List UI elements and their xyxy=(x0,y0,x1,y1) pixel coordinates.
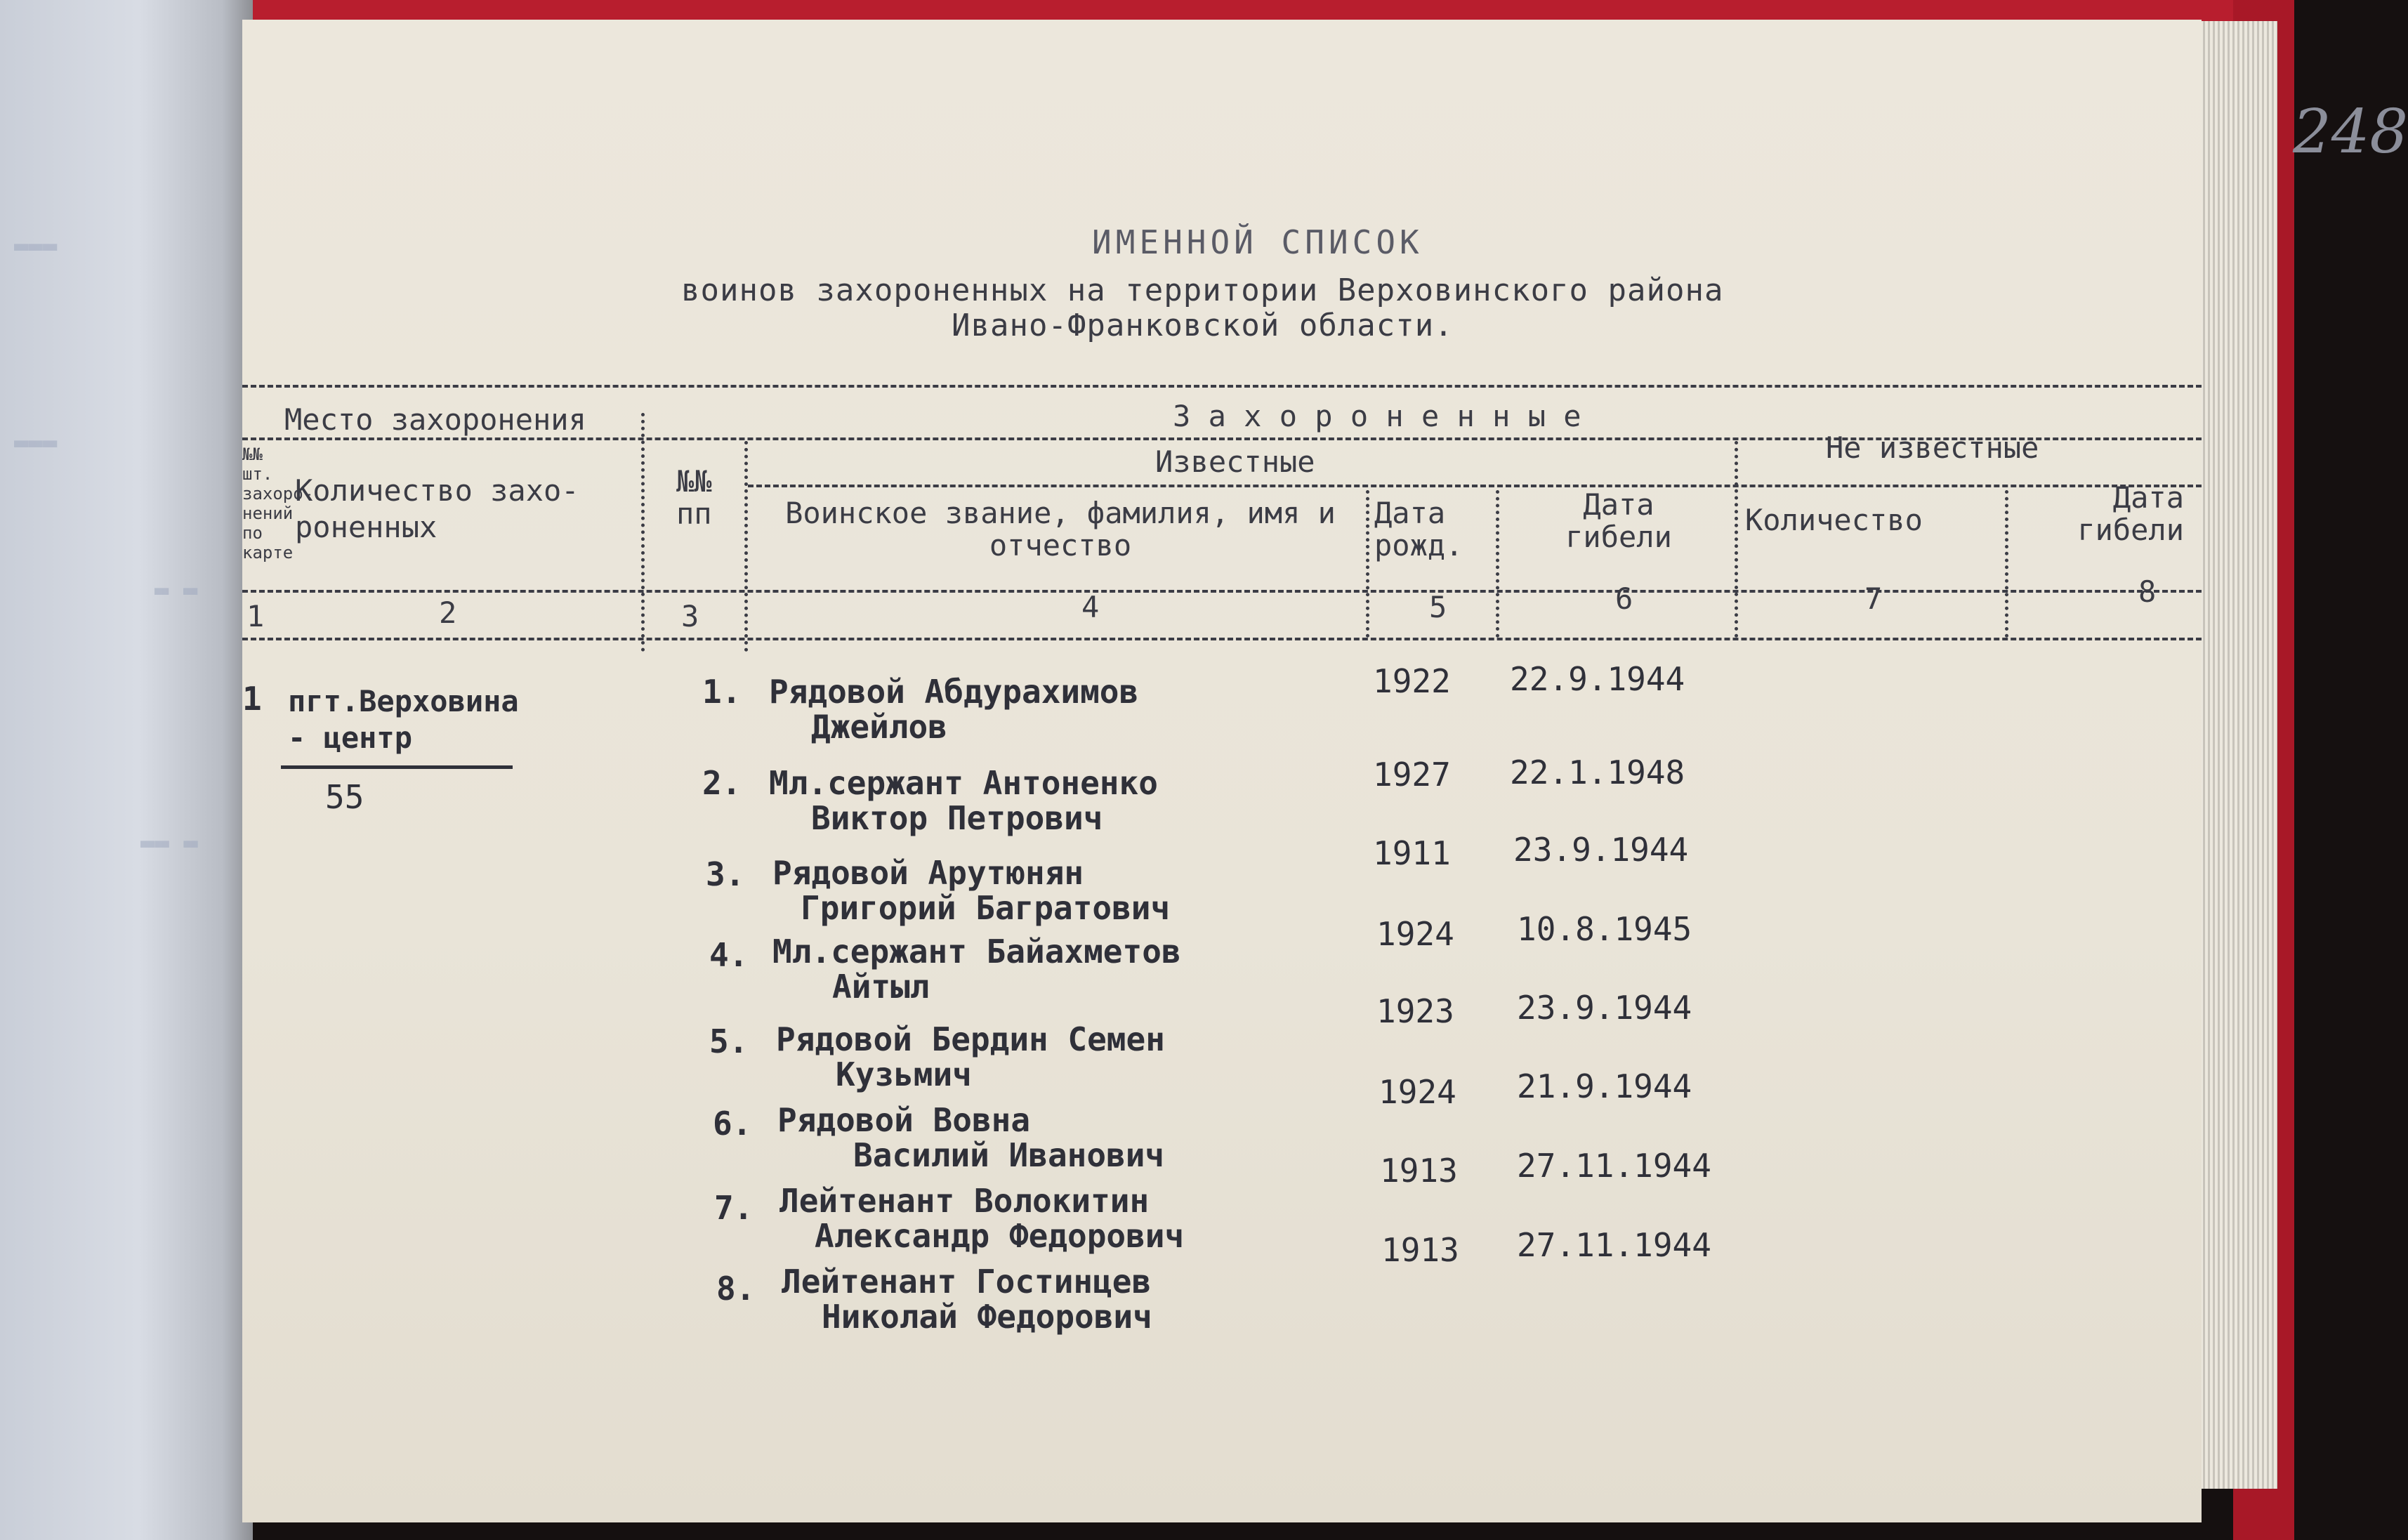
entry-death-date: 23.9.1944 xyxy=(1517,989,1692,1027)
entry-birth-year: 1913 xyxy=(1381,1231,1459,1269)
entry-name-line1: Рядовой Вовна xyxy=(777,1101,1031,1139)
header-unknown: Не известные xyxy=(1826,430,2039,465)
header-rule-5 xyxy=(242,638,2202,640)
entry-name-line1: Рядовой Абдурахимов xyxy=(769,673,1139,711)
entry-number: 3. xyxy=(706,855,745,893)
entry-number: 8. xyxy=(716,1270,756,1308)
entry-birth-year: 1923 xyxy=(1376,992,1454,1030)
entry-number: 2. xyxy=(702,764,742,802)
entry-birth-year: 1927 xyxy=(1373,756,1451,794)
header-burial-place: Место захоронения xyxy=(284,402,586,437)
entry-number: 5. xyxy=(709,1022,749,1060)
burial-place-underline xyxy=(281,765,513,769)
entry-death-date: 21.9.1944 xyxy=(1517,1067,1692,1105)
entry-name-line1: Мл.сержант Байахметов xyxy=(772,933,1181,970)
col-number-4: 4 xyxy=(1081,590,1100,624)
header-col1-label: №№ шт. захоро- нений по карте xyxy=(242,445,314,562)
header-rule-top xyxy=(242,385,2202,388)
col-number-6: 6 xyxy=(1615,581,1633,616)
entry-birth-year: 1911 xyxy=(1373,834,1451,872)
entry-name-line1: Мл.сержант Антоненко xyxy=(769,764,1158,802)
header-rank-name: Воинское звание, фамилия, имя и отчество xyxy=(785,496,1336,562)
header-birth-date: Дата рожд. xyxy=(1374,496,1463,562)
entry-death-date: 27.11.1944 xyxy=(1517,1226,1711,1264)
entry-number: 7. xyxy=(714,1189,754,1227)
col-separator-3 xyxy=(1366,490,1369,638)
entry-number: 1. xyxy=(702,673,742,711)
col-number-5: 5 xyxy=(1429,590,1447,624)
header-npp: №№ пп xyxy=(676,464,712,531)
entry-name-line2: Василий Иванович xyxy=(853,1136,1165,1174)
entry-name-line2: Григорий Багратович xyxy=(801,889,1171,927)
header-buried: З а х о р о н е н н ы е xyxy=(1173,399,1581,433)
entry-name-line1: Рядовой Бердин Семен xyxy=(776,1020,1165,1058)
header-death-date: Дата гибели xyxy=(1565,487,1672,554)
previous-page: ▬▬▬ ▬▬▬ ▬ ▬ ▬▬ ▬ xyxy=(0,0,253,1540)
header-unknown-death-date: Дата гибели xyxy=(2077,480,2184,547)
document-subtitle-line2: Ивано-Франковской области. xyxy=(952,308,1454,343)
entry-name-line2: Джейлов xyxy=(811,708,947,746)
entry-name-line2: Айтыл xyxy=(832,968,930,1006)
entry-name-line2: Николай Федорович xyxy=(822,1298,1152,1336)
entry-name-line1: Лейтенант Гостинцев xyxy=(782,1263,1152,1301)
entry-name-line2: Виктор Петрович xyxy=(811,799,1103,837)
entry-birth-year: 1922 xyxy=(1373,662,1451,700)
entry-name-line2: Александр Федорович xyxy=(815,1217,1185,1255)
entry-death-date: 10.8.1945 xyxy=(1517,910,1692,948)
header-unknown-quantity: Количество xyxy=(1745,503,1923,537)
col-separator-2 xyxy=(744,441,748,652)
col-number-7: 7 xyxy=(1864,581,1883,616)
entry-name-line1: Лейтенант Волокитин xyxy=(779,1182,1150,1220)
entry-birth-year: 1913 xyxy=(1380,1152,1458,1190)
page-number: 248 xyxy=(2293,97,2408,167)
entry-birth-year: 1924 xyxy=(1379,1073,1456,1111)
header-rule-4 xyxy=(242,590,2202,593)
col-separator-6 xyxy=(2005,490,2008,638)
col-separator-4 xyxy=(1496,490,1499,638)
burial-place: пгт.Верховина - центр xyxy=(288,684,519,755)
col-number-1: 1 xyxy=(246,599,265,633)
entry-birth-year: 1924 xyxy=(1376,915,1454,953)
document-page xyxy=(242,20,2408,1522)
entry-death-date: 23.9.1944 xyxy=(1513,831,1689,869)
col-number-3: 3 xyxy=(681,599,699,633)
col-separator-5 xyxy=(1735,441,1738,638)
col-number-8: 8 xyxy=(2138,574,2157,609)
header-known: Известные xyxy=(1155,445,1315,479)
header-quantity-buried: Количество захо- роненных xyxy=(295,473,579,544)
document-title: ИМЕННОЙ СПИСОК xyxy=(1092,223,1423,261)
entry-name-line1: Рядовой Арутюнян xyxy=(772,854,1084,892)
entry-death-date: 22.1.1948 xyxy=(1510,753,1685,791)
burial-number: 1 xyxy=(242,680,262,718)
page-edges xyxy=(2191,21,2277,1489)
header-rule-3 xyxy=(748,485,2202,487)
entry-name-line2: Кузьмич xyxy=(836,1055,972,1093)
burial-count: 55 xyxy=(325,778,364,816)
document-subtitle-line1: воинов захороненных на территории Верховинского района xyxy=(681,272,1724,308)
entry-number: 4. xyxy=(709,936,749,974)
col-number-2: 2 xyxy=(439,595,457,630)
entry-death-date: 22.9.1944 xyxy=(1510,660,1685,698)
entry-number: 6. xyxy=(713,1105,752,1143)
entry-death-date: 27.11.1944 xyxy=(1517,1147,1711,1185)
col-separator-1 xyxy=(641,413,645,652)
